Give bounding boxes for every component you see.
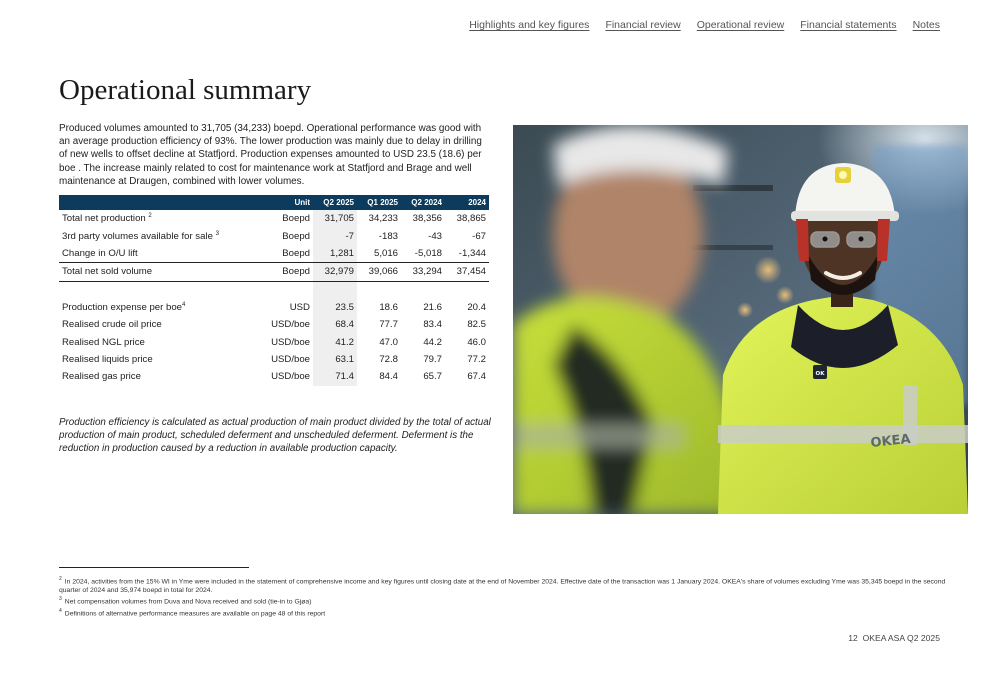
row-value-2024: -67 xyxy=(472,230,486,242)
table-row xyxy=(59,333,489,350)
row-label: Total net sold volume xyxy=(59,263,255,281)
table-row xyxy=(59,368,489,385)
row-unit: USD/boe xyxy=(271,371,310,383)
row-value-q1-2025: 5,016 xyxy=(373,247,398,259)
footnotes xyxy=(59,575,949,619)
row-unit: Boepd xyxy=(282,213,310,225)
row-value-q1-2025: 84.4 xyxy=(379,371,398,383)
page-title: Operational summary xyxy=(59,74,312,106)
header-q1-2025: Q1 2025 xyxy=(357,195,401,210)
row-value-q1-2025: -183 xyxy=(378,230,398,242)
header-label-cell xyxy=(59,195,255,210)
row-value-q2-2024: 38,356 xyxy=(412,213,442,225)
nav-notes-link[interactable]: Notes xyxy=(912,19,940,31)
nav-financial-review-link[interactable]: Financial review xyxy=(605,19,681,31)
row-label: Realised liquids price xyxy=(62,353,153,365)
row-value-2024: 38,865 xyxy=(456,213,486,225)
operational-summary-table xyxy=(59,195,489,386)
footnote-ref: 2 xyxy=(148,213,152,219)
table-row xyxy=(59,316,489,333)
row-unit: USD/boe xyxy=(271,336,310,348)
header-2024: 2024 xyxy=(445,195,489,210)
row-unit: Boepd xyxy=(282,247,310,259)
row-unit: Boepd xyxy=(255,263,313,281)
row-value-q2-2024: 44.2 xyxy=(423,336,442,348)
row-label: Change in O/U lift xyxy=(62,247,138,259)
footnote-item: $^2$ In 2024, activities from the 15% WI in Yme were included in the statement of comprehensive income and key figures until closing date at the end of November 2024. Effective date of the transaction was 1 January 2024. OKEA's share of volumes excluding Yme was 35,345 boepd in the second quarter of 2024 and 35,974 boepd in total for 2024. xyxy=(59,576,946,594)
row-value-q2-2024: 33,294 xyxy=(401,263,445,281)
row-value-q2-2025: 68.4 xyxy=(313,316,357,333)
row-value-q2-2025: 41.2 xyxy=(313,333,357,350)
production-efficiency-note: Production efficiency is calculated as actual production of main product divided by the total of actual production of main product, scheduled deferment and unscheduled deferment. Deferment is the reduction in production caused by a reduction in available production capacity. xyxy=(59,417,491,454)
row-label: Total net production $^2$ xyxy=(62,213,152,225)
report-label: OKEA ASA Q2 2025 xyxy=(862,633,940,643)
row-value-q2-2024: 21.6 xyxy=(423,301,442,313)
row-value-q1-2025: 18.6 xyxy=(379,301,398,313)
page-footer xyxy=(848,633,940,643)
row-label: Realised NGL price xyxy=(62,336,145,348)
row-value-q1-2025: 77.7 xyxy=(379,319,398,331)
table-row xyxy=(59,245,489,263)
footnote-ref: 3 xyxy=(215,230,219,237)
row-value-2024: -1,344 xyxy=(458,247,486,259)
table-row xyxy=(59,227,489,244)
table-row xyxy=(59,351,489,368)
row-value-2024: 67.4 xyxy=(467,371,486,383)
row-value-q2-2025: 1,281 xyxy=(313,245,357,263)
row-label: Production expense per boe$^4$ xyxy=(62,301,186,313)
table-spacer-row xyxy=(59,281,489,299)
footnote-item: $^3$ Net compensation volumes from Duva and Nova received and sold (tie-in to Gjøa) xyxy=(59,596,312,606)
table-row xyxy=(59,299,489,316)
header-q2-2024: Q2 2024 xyxy=(401,195,445,210)
row-value-q2-2025: 63.1 xyxy=(313,351,357,368)
row-value-q2-2025: -7 xyxy=(313,227,357,244)
badge-text: OK xyxy=(815,371,825,377)
nav-operational-review-link[interactable]: Operational review xyxy=(696,19,785,31)
row-value-2024: 37,454 xyxy=(445,263,489,281)
row-value-q2-2024: 83.4 xyxy=(423,319,442,331)
row-unit: USD/boe xyxy=(271,319,310,331)
nav-highlights-link[interactable]: Highlights and key figures xyxy=(469,19,590,31)
row-unit: Boepd xyxy=(282,230,310,242)
row-value-q2-2025: 71.4 xyxy=(313,368,357,385)
row-value-q2-2024: 79.7 xyxy=(423,353,442,365)
row-value-q1-2025: 39,066 xyxy=(357,263,401,281)
footnote-ref: 4 xyxy=(182,301,186,308)
footnote-item: $^4$ Definitions of alternative performance measures are available on page 48 of this report xyxy=(59,608,326,618)
header-q2-2025: Q2 2025 xyxy=(313,195,357,210)
row-value-2024: 77.2 xyxy=(467,353,486,365)
row-unit: USD/boe xyxy=(271,353,310,365)
workers-photo xyxy=(513,125,968,514)
jacket-logo: OKEA xyxy=(869,431,912,451)
top-navigation xyxy=(469,19,940,31)
row-value-q2-2024: -43 xyxy=(428,230,442,242)
row-value-q2-2024: 65.7 xyxy=(423,371,442,383)
row-value-q1-2025: 47.0 xyxy=(379,336,398,348)
row-value-2024: 46.0 xyxy=(467,336,486,348)
row-value-q2-2024: -5,018 xyxy=(414,247,442,259)
row-value-q2-2025: 32,979 xyxy=(313,263,357,281)
table-row xyxy=(59,210,489,227)
footnote-divider xyxy=(59,567,249,568)
row-value-q1-2025: 34,233 xyxy=(368,213,398,225)
row-value-2024: 20.4 xyxy=(467,301,486,313)
nav-financial-statements-link[interactable]: Financial statements xyxy=(800,19,897,31)
table-total-row xyxy=(59,263,489,281)
page-number: 12 xyxy=(848,633,858,643)
row-label: Realised crude oil price xyxy=(62,319,162,331)
header-unit: Unit xyxy=(255,195,313,210)
row-value-q2-2025: 23.5 xyxy=(313,299,357,316)
row-value-2024: 82.5 xyxy=(467,319,486,331)
workers-illustration xyxy=(513,125,968,514)
row-label: Realised gas price xyxy=(62,371,141,383)
table-header xyxy=(59,195,489,210)
row-value-q2-2025: 31,705 xyxy=(313,210,357,227)
row-label: 3rd party volumes available for sale $^3$ xyxy=(62,230,219,242)
intro-paragraph: Produced volumes amounted to 31,705 (34,233) boepd. Operational performance was good with an average production efficiency of 93%. The lower production was mainly due to delay in drilling of new wells to offset decline at Statfjord. Production expenses amounted to USD 23.5 (18.6) per boe . The increase mainly related to cost for maintenance work at Statfjord and Brage and well maintenance at Draugen, combined with lower volumes. xyxy=(59,123,482,187)
row-value-q1-2025: 72.8 xyxy=(379,353,398,365)
row-unit: USD xyxy=(289,301,310,313)
